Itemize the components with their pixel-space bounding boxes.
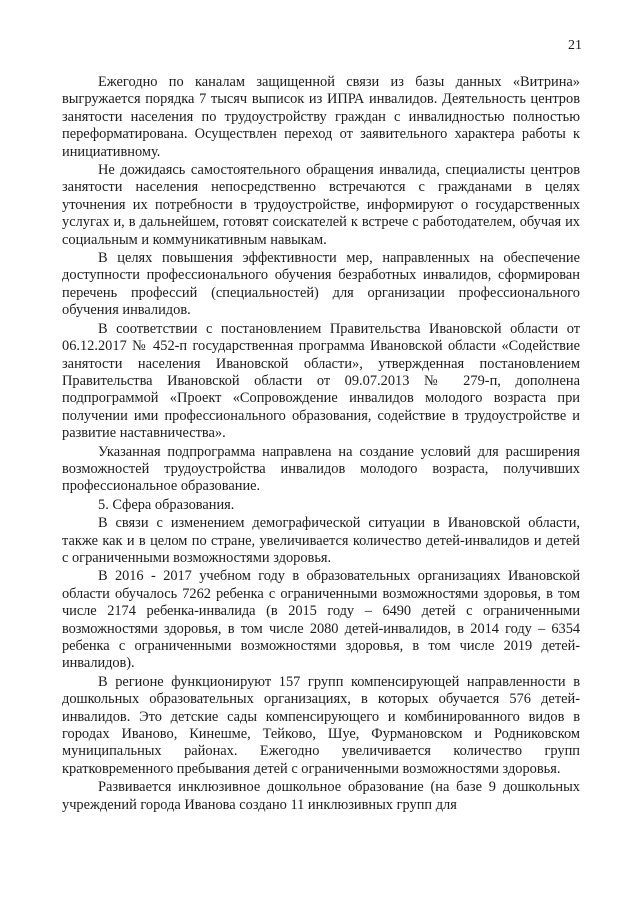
paragraph-employment-specialists: Не дожидаясь самостоятельного обращения инвалида, специалисты центров занятости населения непосредственно встречаются с гражданами в целях уточнения их потребности в трудоустройстве, информируют о государственных услугах и, в дальнейшем, готовят соискателей к встрече с работодателем, обучая их социальным и коммуникативным навыкам. [62,162,580,248]
paragraph-government-resolution: В соответствии с постановлением Правительства Ивановской области от 06.12.2017 № 452-п государственная программа Ивановской области «Содействие занятости населения Ивановской области», утвержденная постановлением Правительства Ивановской области от 09.07.2013 № 279-п, дополнена подпрограммой «Проект «Сопровождение инвалидов молодого возраста при получении ими профессионального образования, содействие в трудоустройстве и развитие наставничества». [62,320,580,442]
page-number: 21 [568,38,582,53]
paragraph-inclusive-education: Развивается инклюзивное дошкольное образование (на базе 9 дошкольных учреждений города Иванова создано 11 инклюзивных групп для [62,779,580,813]
paragraph-vitrina-extracts: Ежегодно по каналам защищенной связи из базы данных «Витрина» выгружается порядка 7 тысяч выписок из ИПРА инвалидов. Деятельность центров занятости населения по трудоустройству граждан с инвалидностью полностью переформатирована. Осуществлен переход от заявительного характера работы к инициативному. [62,74,580,160]
paragraph-compensating-groups: В регионе функционируют 157 групп компенсирующей направленности в дошкольных образовательных организациях, в которых обучается 576 детей-инвалидов. Это детские сады компенсирующего и комбинированного видов в городах Иваново, Кинешме, Тейково, Шуе, Фурмановском и Родниковском муниципальных районах. Ежегодно увеличивается количество групп кратковременного пребывания детей с ограниченными возможностями здоровья. [62,673,580,777]
document-body [62,74,580,815]
paragraph-training-professions: В целях повышения эффективности мер, направленных на обеспечение доступности профессионального обучения безработных инвалидов, сформирован перечень профессий (специальностей) для организации профессионального обучения инвалидов. [62,250,580,319]
paragraph-school-year-statistics: В 2016 - 2017 учебном году в образовательных организациях Ивановской области обучалось 7262 ребенка с ограниченными возможностями здоровья, в том числе 2174 ребенка-инвалида (в 2015 году – 6490 детей с ограниченными возможностями здоровья, в том числе 2080 детей-инвалидов, в 2014 году – 6354 ребенка с ограниченными возможностями здоровья, в том числе 2019 детей-инвалидов). [62,568,580,672]
section-heading-education: 5. Сфера образования. [98,496,235,513]
paragraph-subprogram-aim: Указанная подпрограмма направлена на создание условий для расширения возможностей трудоустройства инвалидов молодого возраста, получивших профессиональное образование. [62,443,580,495]
paragraph-demographic-situation: В связи с изменением демографической ситуации в Ивановской области, также как и в целом по стране, увеличивается количество детей-инвалидов и детей с ограниченными возможностями здоровья. [62,515,580,566]
